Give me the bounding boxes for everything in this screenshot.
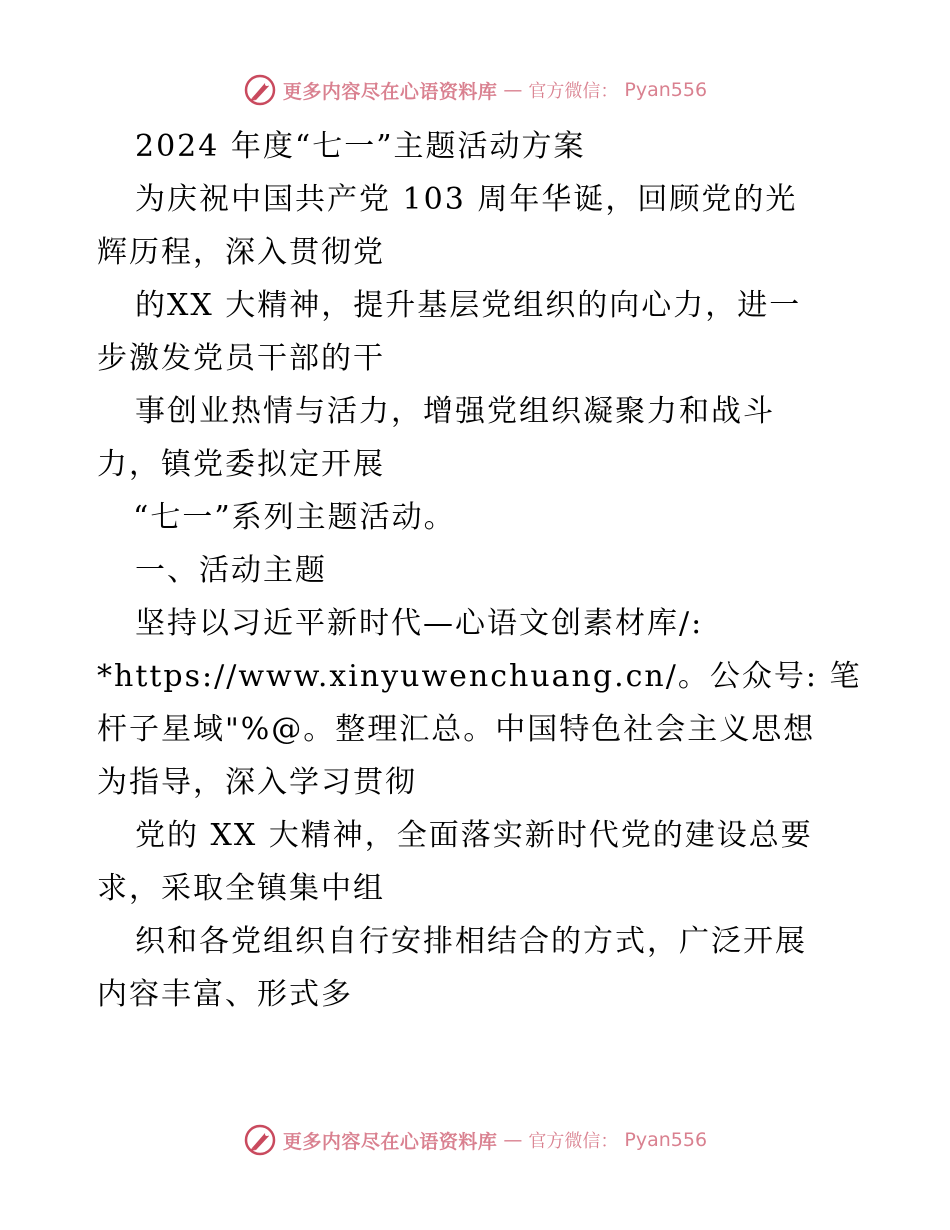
- paragraph-line: 力，镇党委拟定开展: [97, 447, 385, 482]
- paragraph-line: 的XX 大精神，提升基层党组织的向心力，进一: [135, 288, 802, 323]
- paragraph-line: *https://www.xinyuwenchuang.cn/。公众号: 笔: [97, 659, 862, 694]
- paragraph-line: 杆子星域"%@。整理汇总。中国特色社会主义思想: [97, 712, 816, 747]
- paragraph-line: 内容丰富、形式多: [97, 977, 353, 1012]
- paragraph-line: “七一”系列主题活动。: [133, 500, 456, 535]
- paragraph-line: 求，采取全镇集中组: [97, 871, 385, 906]
- banner-content: [243, 73, 707, 107]
- paragraph-line: 为指导，深入学习贯彻: [97, 765, 417, 800]
- paragraph-line: 坚持以习近平新时代—心语文创素材库/:: [135, 606, 704, 641]
- pen-logo-icon: [243, 1123, 277, 1157]
- banner-content: [243, 1123, 707, 1157]
- paragraph-line: 辉历程，深入贯彻党: [97, 235, 385, 270]
- banner-dash: —: [503, 79, 523, 101]
- banner-wechat-id: Pyan556: [624, 79, 708, 101]
- banner-wechat-label: 官方微信：: [528, 81, 619, 102]
- document-title: 2024 年度“七一”主题活动方案: [135, 129, 586, 164]
- banner-dash: —: [503, 1129, 523, 1151]
- section-heading: 一、活动主题: [135, 553, 327, 588]
- paragraph-line: 事创业热情与活力，增强党组织凝聚力和战斗: [135, 394, 775, 429]
- pen-logo-icon: [243, 73, 277, 107]
- banner-site-name: 更多内容尽在心语资料库: [282, 80, 498, 103]
- document-body: [97, 120, 862, 1021]
- paragraph-line: 步激发党员干部的干: [97, 341, 385, 376]
- banner-site-name: 更多内容尽在心语资料库: [282, 1130, 498, 1153]
- paragraph-line: 党的 XX 大精神，全面落实新时代党的建设总要: [135, 818, 813, 853]
- banner-wechat-label: 官方微信：: [528, 1131, 619, 1152]
- banner-wechat-id: Pyan556: [624, 1129, 708, 1151]
- footer-banner: [0, 1120, 950, 1160]
- paragraph-line: 为庆祝中国共产党 103 周年华诞，回顾党的光: [135, 182, 798, 217]
- header-banner: [0, 70, 950, 110]
- paragraph-line: 织和各党组织自行安排相结合的方式，广泛开展: [135, 924, 807, 959]
